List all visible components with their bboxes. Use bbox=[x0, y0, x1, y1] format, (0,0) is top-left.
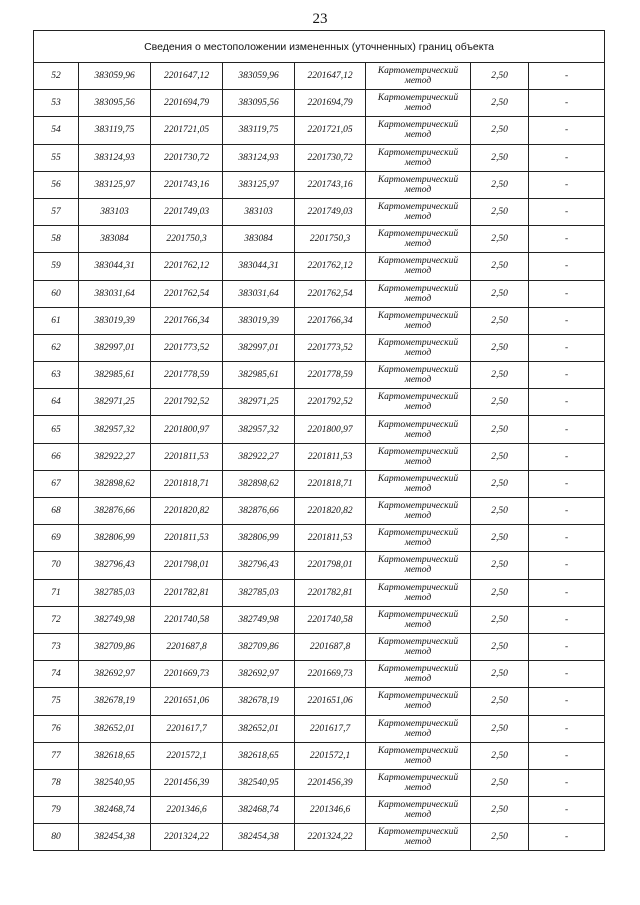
point-number-cell: 76 bbox=[34, 715, 79, 742]
y-coordinate-cell: 2201346,6 bbox=[151, 797, 223, 824]
x-coordinate-cell: 383124,93 bbox=[79, 144, 151, 171]
method-cell: Картометрический метод bbox=[366, 606, 471, 633]
note-cell: - bbox=[529, 742, 605, 769]
note-cell: - bbox=[529, 280, 605, 307]
accuracy-cell: 2,50 bbox=[471, 742, 529, 769]
table-row bbox=[34, 280, 605, 307]
note-cell: - bbox=[529, 824, 605, 851]
y-coordinate-new-cell: 2201750,3 bbox=[295, 226, 366, 253]
table-row bbox=[34, 63, 605, 90]
note-cell: - bbox=[529, 525, 605, 552]
point-number-cell: 62 bbox=[34, 334, 79, 361]
table-row bbox=[34, 117, 605, 144]
x-coordinate-new-cell: 382957,32 bbox=[223, 416, 295, 443]
y-coordinate-cell: 2201651,06 bbox=[151, 688, 223, 715]
table-row bbox=[34, 253, 605, 280]
y-coordinate-cell: 2201792,52 bbox=[151, 389, 223, 416]
table-row bbox=[34, 769, 605, 796]
x-coordinate-cell: 382957,32 bbox=[79, 416, 151, 443]
accuracy-cell: 2,50 bbox=[471, 715, 529, 742]
y-coordinate-cell: 2201766,34 bbox=[151, 307, 223, 334]
method-cell: Картометрический метод bbox=[366, 389, 471, 416]
y-coordinate-new-cell: 2201800,97 bbox=[295, 416, 366, 443]
x-coordinate-cell: 382454,38 bbox=[79, 824, 151, 851]
method-cell: Картометрический метод bbox=[366, 198, 471, 225]
y-coordinate-new-cell: 2201651,06 bbox=[295, 688, 366, 715]
method-cell: Картометрический метод bbox=[366, 90, 471, 117]
x-coordinate-cell: 383019,39 bbox=[79, 307, 151, 334]
point-number-cell: 64 bbox=[34, 389, 79, 416]
x-coordinate-new-cell: 383119,75 bbox=[223, 117, 295, 144]
x-coordinate-cell: 382796,43 bbox=[79, 552, 151, 579]
accuracy-cell: 2,50 bbox=[471, 661, 529, 688]
note-cell: - bbox=[529, 253, 605, 280]
x-coordinate-new-cell: 382796,43 bbox=[223, 552, 295, 579]
accuracy-cell: 2,50 bbox=[471, 253, 529, 280]
note-cell: - bbox=[529, 715, 605, 742]
note-cell: - bbox=[529, 688, 605, 715]
point-number-cell: 56 bbox=[34, 171, 79, 198]
x-coordinate-cell: 382468,74 bbox=[79, 797, 151, 824]
accuracy-cell: 2,50 bbox=[471, 362, 529, 389]
point-number-cell: 65 bbox=[34, 416, 79, 443]
note-cell: - bbox=[529, 470, 605, 497]
accuracy-cell: 2,50 bbox=[471, 198, 529, 225]
method-cell: Картометрический метод bbox=[366, 307, 471, 334]
note-cell: - bbox=[529, 416, 605, 443]
table-row bbox=[34, 443, 605, 470]
note-cell: - bbox=[529, 226, 605, 253]
y-coordinate-new-cell: 2201743,16 bbox=[295, 171, 366, 198]
method-cell: Картометрический метод bbox=[366, 144, 471, 171]
accuracy-cell: 2,50 bbox=[471, 797, 529, 824]
table-row bbox=[34, 90, 605, 117]
x-coordinate-new-cell: 383044,31 bbox=[223, 253, 295, 280]
table-row bbox=[34, 688, 605, 715]
note-cell: - bbox=[529, 334, 605, 361]
note-cell: - bbox=[529, 498, 605, 525]
y-coordinate-cell: 2201324,22 bbox=[151, 824, 223, 851]
point-number-cell: 57 bbox=[34, 198, 79, 225]
y-coordinate-cell: 2201740,58 bbox=[151, 606, 223, 633]
table-row bbox=[34, 498, 605, 525]
x-coordinate-new-cell: 383059,96 bbox=[223, 63, 295, 90]
point-number-cell: 70 bbox=[34, 552, 79, 579]
boundary-coordinates-table bbox=[33, 30, 605, 851]
y-coordinate-cell: 2201647,12 bbox=[151, 63, 223, 90]
x-coordinate-cell: 382785,03 bbox=[79, 579, 151, 606]
table-title-row bbox=[34, 31, 605, 63]
x-coordinate-new-cell: 382806,99 bbox=[223, 525, 295, 552]
point-number-cell: 78 bbox=[34, 769, 79, 796]
accuracy-cell: 2,50 bbox=[471, 824, 529, 851]
accuracy-cell: 2,50 bbox=[471, 769, 529, 796]
x-coordinate-cell: 383031,64 bbox=[79, 280, 151, 307]
x-coordinate-cell: 382618,65 bbox=[79, 742, 151, 769]
x-coordinate-cell: 383044,31 bbox=[79, 253, 151, 280]
method-cell: Картометрический метод bbox=[366, 334, 471, 361]
y-coordinate-cell: 2201617,7 bbox=[151, 715, 223, 742]
y-coordinate-new-cell: 2201762,12 bbox=[295, 253, 366, 280]
accuracy-cell: 2,50 bbox=[471, 171, 529, 198]
point-number-cell: 79 bbox=[34, 797, 79, 824]
method-cell: Картометрический метод bbox=[366, 715, 471, 742]
accuracy-cell: 2,50 bbox=[471, 389, 529, 416]
note-cell: - bbox=[529, 144, 605, 171]
point-number-cell: 52 bbox=[34, 63, 79, 90]
y-coordinate-new-cell: 2201572,1 bbox=[295, 742, 366, 769]
x-coordinate-cell: 382971,25 bbox=[79, 389, 151, 416]
x-coordinate-cell: 382898,62 bbox=[79, 470, 151, 497]
point-number-cell: 67 bbox=[34, 470, 79, 497]
accuracy-cell: 2,50 bbox=[471, 334, 529, 361]
x-coordinate-new-cell: 383031,64 bbox=[223, 280, 295, 307]
y-coordinate-new-cell: 2201669,73 bbox=[295, 661, 366, 688]
x-coordinate-cell: 382678,19 bbox=[79, 688, 151, 715]
note-cell: - bbox=[529, 362, 605, 389]
x-coordinate-cell: 382876,66 bbox=[79, 498, 151, 525]
accuracy-cell: 2,50 bbox=[471, 498, 529, 525]
accuracy-cell: 2,50 bbox=[471, 90, 529, 117]
y-coordinate-cell: 2201820,82 bbox=[151, 498, 223, 525]
y-coordinate-cell: 2201749,03 bbox=[151, 198, 223, 225]
x-coordinate-new-cell: 382454,38 bbox=[223, 824, 295, 851]
point-number-cell: 63 bbox=[34, 362, 79, 389]
table-row bbox=[34, 797, 605, 824]
note-cell: - bbox=[529, 171, 605, 198]
table-title: Сведения о местоположении измененных (уточненных) границ объекта bbox=[34, 31, 605, 63]
y-coordinate-cell: 2201572,1 bbox=[151, 742, 223, 769]
x-coordinate-cell: 383084 bbox=[79, 226, 151, 253]
x-coordinate-cell: 382985,61 bbox=[79, 362, 151, 389]
accuracy-cell: 2,50 bbox=[471, 470, 529, 497]
note-cell: - bbox=[529, 63, 605, 90]
point-number-cell: 59 bbox=[34, 253, 79, 280]
accuracy-cell: 2,50 bbox=[471, 226, 529, 253]
x-coordinate-cell: 383119,75 bbox=[79, 117, 151, 144]
note-cell: - bbox=[529, 443, 605, 470]
y-coordinate-new-cell: 2201792,52 bbox=[295, 389, 366, 416]
x-coordinate-new-cell: 382749,98 bbox=[223, 606, 295, 633]
note-cell: - bbox=[529, 606, 605, 633]
y-coordinate-new-cell: 2201647,12 bbox=[295, 63, 366, 90]
x-coordinate-cell: 383059,96 bbox=[79, 63, 151, 90]
table-row bbox=[34, 171, 605, 198]
accuracy-cell: 2,50 bbox=[471, 525, 529, 552]
y-coordinate-new-cell: 2201324,22 bbox=[295, 824, 366, 851]
y-coordinate-new-cell: 2201811,53 bbox=[295, 525, 366, 552]
y-coordinate-new-cell: 2201687,8 bbox=[295, 633, 366, 660]
method-cell: Картометрический метод bbox=[366, 171, 471, 198]
method-cell: Картометрический метод bbox=[366, 63, 471, 90]
page-number: 23 bbox=[312, 11, 328, 27]
y-coordinate-cell: 2201773,52 bbox=[151, 334, 223, 361]
point-number-cell: 71 bbox=[34, 579, 79, 606]
y-coordinate-new-cell: 2201456,39 bbox=[295, 769, 366, 796]
y-coordinate-cell: 2201811,53 bbox=[151, 443, 223, 470]
method-cell: Картометрический метод bbox=[366, 525, 471, 552]
x-coordinate-cell: 382997,01 bbox=[79, 334, 151, 361]
note-cell: - bbox=[529, 633, 605, 660]
table-row bbox=[34, 144, 605, 171]
x-coordinate-new-cell: 382985,61 bbox=[223, 362, 295, 389]
y-coordinate-cell: 2201762,54 bbox=[151, 280, 223, 307]
note-cell: - bbox=[529, 579, 605, 606]
x-coordinate-new-cell: 382540,95 bbox=[223, 769, 295, 796]
x-coordinate-cell: 383125,97 bbox=[79, 171, 151, 198]
table-row bbox=[34, 307, 605, 334]
point-number-cell: 69 bbox=[34, 525, 79, 552]
table-row bbox=[34, 334, 605, 361]
method-cell: Картометрический метод bbox=[366, 117, 471, 144]
note-cell: - bbox=[529, 389, 605, 416]
table-row bbox=[34, 226, 605, 253]
note-cell: - bbox=[529, 769, 605, 796]
point-number-cell: 61 bbox=[34, 307, 79, 334]
y-coordinate-new-cell: 2201798,01 bbox=[295, 552, 366, 579]
accuracy-cell: 2,50 bbox=[471, 63, 529, 90]
x-coordinate-cell: 382540,95 bbox=[79, 769, 151, 796]
y-coordinate-cell: 2201721,05 bbox=[151, 117, 223, 144]
y-coordinate-new-cell: 2201782,81 bbox=[295, 579, 366, 606]
note-cell: - bbox=[529, 90, 605, 117]
point-number-cell: 53 bbox=[34, 90, 79, 117]
point-number-cell: 75 bbox=[34, 688, 79, 715]
x-coordinate-cell: 382692,97 bbox=[79, 661, 151, 688]
point-number-cell: 74 bbox=[34, 661, 79, 688]
note-cell: - bbox=[529, 307, 605, 334]
note-cell: - bbox=[529, 797, 605, 824]
method-cell: Картометрический метод bbox=[366, 253, 471, 280]
method-cell: Картометрический метод bbox=[366, 579, 471, 606]
table-body bbox=[34, 31, 605, 851]
note-cell: - bbox=[529, 552, 605, 579]
note-cell: - bbox=[529, 117, 605, 144]
x-coordinate-new-cell: 382709,86 bbox=[223, 633, 295, 660]
method-cell: Картометрический метод bbox=[366, 769, 471, 796]
accuracy-cell: 2,50 bbox=[471, 606, 529, 633]
y-coordinate-new-cell: 2201346,6 bbox=[295, 797, 366, 824]
table-row bbox=[34, 525, 605, 552]
y-coordinate-new-cell: 2201749,03 bbox=[295, 198, 366, 225]
accuracy-cell: 2,50 bbox=[471, 144, 529, 171]
method-cell: Картометрический метод bbox=[366, 797, 471, 824]
table-row bbox=[34, 470, 605, 497]
y-coordinate-cell: 2201669,73 bbox=[151, 661, 223, 688]
y-coordinate-new-cell: 2201617,7 bbox=[295, 715, 366, 742]
y-coordinate-cell: 2201730,72 bbox=[151, 144, 223, 171]
table-row bbox=[34, 389, 605, 416]
table-row bbox=[34, 552, 605, 579]
x-coordinate-cell: 383095,56 bbox=[79, 90, 151, 117]
method-cell: Картометрический метод bbox=[366, 661, 471, 688]
y-coordinate-cell: 2201687,8 bbox=[151, 633, 223, 660]
table-row bbox=[34, 715, 605, 742]
point-number-cell: 68 bbox=[34, 498, 79, 525]
x-coordinate-cell: 382709,86 bbox=[79, 633, 151, 660]
note-cell: - bbox=[529, 661, 605, 688]
x-coordinate-new-cell: 382922,27 bbox=[223, 443, 295, 470]
y-coordinate-new-cell: 2201818,71 bbox=[295, 470, 366, 497]
accuracy-cell: 2,50 bbox=[471, 579, 529, 606]
method-cell: Картометрический метод bbox=[366, 552, 471, 579]
method-cell: Картометрический метод bbox=[366, 443, 471, 470]
point-number-cell: 80 bbox=[34, 824, 79, 851]
point-number-cell: 58 bbox=[34, 226, 79, 253]
x-coordinate-new-cell: 382785,03 bbox=[223, 579, 295, 606]
table-row bbox=[34, 742, 605, 769]
accuracy-cell: 2,50 bbox=[471, 633, 529, 660]
accuracy-cell: 2,50 bbox=[471, 552, 529, 579]
y-coordinate-new-cell: 2201778,59 bbox=[295, 362, 366, 389]
accuracy-cell: 2,50 bbox=[471, 688, 529, 715]
table-row bbox=[34, 633, 605, 660]
x-coordinate-new-cell: 382997,01 bbox=[223, 334, 295, 361]
x-coordinate-new-cell: 382971,25 bbox=[223, 389, 295, 416]
y-coordinate-cell: 2201750,3 bbox=[151, 226, 223, 253]
x-coordinate-cell: 382749,98 bbox=[79, 606, 151, 633]
x-coordinate-new-cell: 382618,65 bbox=[223, 742, 295, 769]
x-coordinate-new-cell: 382692,97 bbox=[223, 661, 295, 688]
x-coordinate-new-cell: 383103 bbox=[223, 198, 295, 225]
method-cell: Картометрический метод bbox=[366, 633, 471, 660]
table-row bbox=[34, 198, 605, 225]
table-row bbox=[34, 416, 605, 443]
table-row bbox=[34, 362, 605, 389]
x-coordinate-new-cell: 383125,97 bbox=[223, 171, 295, 198]
y-coordinate-new-cell: 2201811,53 bbox=[295, 443, 366, 470]
x-coordinate-new-cell: 382468,74 bbox=[223, 797, 295, 824]
y-coordinate-cell: 2201798,01 bbox=[151, 552, 223, 579]
point-number-cell: 73 bbox=[34, 633, 79, 660]
y-coordinate-cell: 2201694,79 bbox=[151, 90, 223, 117]
x-coordinate-new-cell: 382652,01 bbox=[223, 715, 295, 742]
y-coordinate-new-cell: 2201773,52 bbox=[295, 334, 366, 361]
accuracy-cell: 2,50 bbox=[471, 280, 529, 307]
x-coordinate-cell: 383103 bbox=[79, 198, 151, 225]
y-coordinate-cell: 2201762,12 bbox=[151, 253, 223, 280]
method-cell: Картометрический метод bbox=[366, 824, 471, 851]
x-coordinate-new-cell: 382678,19 bbox=[223, 688, 295, 715]
x-coordinate-new-cell: 383019,39 bbox=[223, 307, 295, 334]
method-cell: Картометрический метод bbox=[366, 498, 471, 525]
method-cell: Картометрический метод bbox=[366, 362, 471, 389]
x-coordinate-cell: 382806,99 bbox=[79, 525, 151, 552]
y-coordinate-new-cell: 2201766,34 bbox=[295, 307, 366, 334]
y-coordinate-new-cell: 2201730,72 bbox=[295, 144, 366, 171]
note-cell: - bbox=[529, 198, 605, 225]
y-coordinate-new-cell: 2201740,58 bbox=[295, 606, 366, 633]
x-coordinate-new-cell: 382898,62 bbox=[223, 470, 295, 497]
method-cell: Картометрический метод bbox=[366, 470, 471, 497]
y-coordinate-cell: 2201800,97 bbox=[151, 416, 223, 443]
y-coordinate-cell: 2201456,39 bbox=[151, 769, 223, 796]
table-row bbox=[34, 824, 605, 851]
y-coordinate-new-cell: 2201694,79 bbox=[295, 90, 366, 117]
method-cell: Картометрический метод bbox=[366, 416, 471, 443]
accuracy-cell: 2,50 bbox=[471, 416, 529, 443]
method-cell: Картометрический метод bbox=[366, 280, 471, 307]
accuracy-cell: 2,50 bbox=[471, 307, 529, 334]
point-number-cell: 72 bbox=[34, 606, 79, 633]
y-coordinate-new-cell: 2201820,82 bbox=[295, 498, 366, 525]
x-coordinate-new-cell: 383084 bbox=[223, 226, 295, 253]
accuracy-cell: 2,50 bbox=[471, 117, 529, 144]
y-coordinate-cell: 2201782,81 bbox=[151, 579, 223, 606]
method-cell: Картометрический метод bbox=[366, 742, 471, 769]
method-cell: Картометрический метод bbox=[366, 688, 471, 715]
point-number-cell: 60 bbox=[34, 280, 79, 307]
y-coordinate-cell: 2201818,71 bbox=[151, 470, 223, 497]
x-coordinate-new-cell: 382876,66 bbox=[223, 498, 295, 525]
table-row bbox=[34, 661, 605, 688]
table-row bbox=[34, 579, 605, 606]
x-coordinate-cell: 382922,27 bbox=[79, 443, 151, 470]
y-coordinate-cell: 2201811,53 bbox=[151, 525, 223, 552]
point-number-cell: 54 bbox=[34, 117, 79, 144]
accuracy-cell: 2,50 bbox=[471, 443, 529, 470]
table-row bbox=[34, 606, 605, 633]
x-coordinate-new-cell: 383095,56 bbox=[223, 90, 295, 117]
x-coordinate-new-cell: 383124,93 bbox=[223, 144, 295, 171]
y-coordinate-new-cell: 2201721,05 bbox=[295, 117, 366, 144]
y-coordinate-cell: 2201743,16 bbox=[151, 171, 223, 198]
x-coordinate-cell: 382652,01 bbox=[79, 715, 151, 742]
method-cell: Картометрический метод bbox=[366, 226, 471, 253]
point-number-cell: 55 bbox=[34, 144, 79, 171]
y-coordinate-new-cell: 2201762,54 bbox=[295, 280, 366, 307]
point-number-cell: 66 bbox=[34, 443, 79, 470]
point-number-cell: 77 bbox=[34, 742, 79, 769]
y-coordinate-cell: 2201778,59 bbox=[151, 362, 223, 389]
